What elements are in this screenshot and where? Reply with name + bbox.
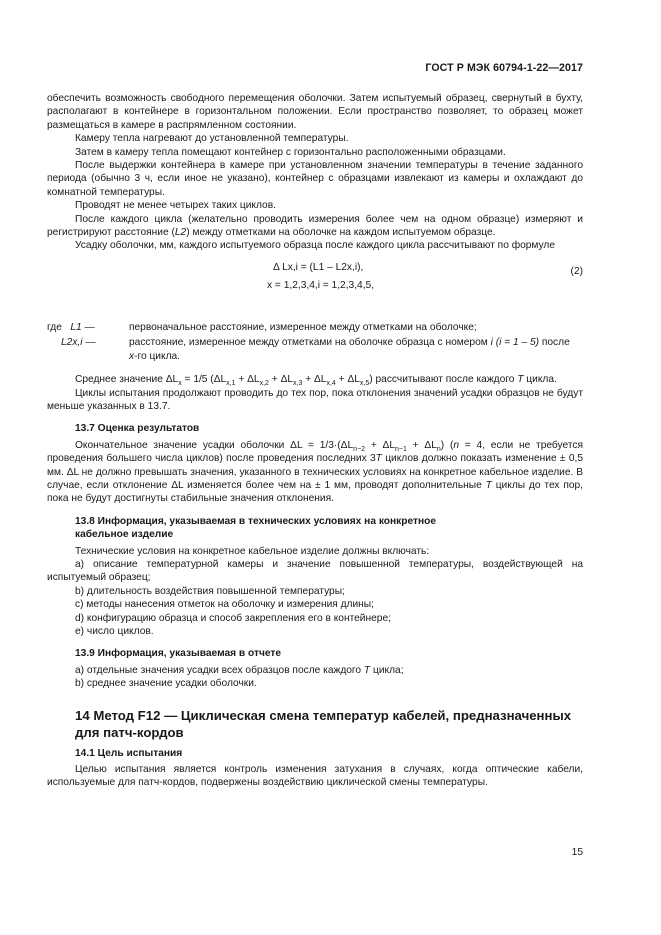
section-heading-13-8: 13.8 Информация, указываемая в технических условиях на конкретное [75, 515, 437, 527]
section-heading-13-8-cont: кабельное изделие [75, 529, 174, 541]
paragraph: Циклы испытания продолжают проводить до тех пор, пока отклонения значений усадки образцов не будут меньше указанных в 13.7. [47, 387, 583, 412]
where-lead: где [47, 321, 62, 333]
formula-number: (2) [570, 265, 583, 277]
formula-2 [47, 261, 583, 307]
paragraph: Затем в камеру тепла помещают контейнер с горизонтально расположенными образцами. [75, 146, 506, 158]
list-item: e) число циклов. [75, 626, 154, 637]
page-content [47, 92, 583, 790]
paragraph: Целью испытания является контроль изменения затухания в случаях, когда оптические кабели, используемые для патч-кордов, подвержены воздействию циклической смены температуры. [47, 764, 583, 789]
standard-header: ГОСТ Р МЭК 60794-1-22—2017 [425, 62, 583, 74]
where-definition: первоначальное расстояние, измеренное между отметками на оболочке; [129, 321, 477, 333]
where-row [47, 336, 583, 363]
paragraph: После выдержки контейнера в камере при установленном значении температуры в течение заданного периода (обычно 3 ч, если иное не указано), контейнер с образцами извлекают из камеры и охлаждают до комнатной температуры. [47, 160, 583, 198]
where-symbol: L1 — [70, 321, 95, 333]
list-item: d) конфигурацию образца и способ закрепления его в контейнере; [75, 612, 391, 624]
list-item: a) отдельные значения усадки всех образцов после каждого T цикла; [75, 664, 404, 676]
formula-line: x = 1,2,3,4,i = 1,2,3,4,5, [267, 279, 375, 291]
paragraph-average: Среднее значение $\Delta L_x = 1/5$ $(\Delta L_{x,1} + \Delta L_{x,2} + \Delta L_{x,3} + \Delta L_{x,4} + \Delta L_{x,5})$ рассчитывают после каждого T цикла. [75, 374, 557, 388]
paragraph: обеспечить возможность свободного перемещения оболочки. Затем испытуемый образец, свернутый в бухту, располагают в контейнере в горизонтальном положении. Если пространство позволяет, то образец может размещаться в камере в распрямленном состоянии. [47, 93, 583, 131]
where-block [47, 321, 583, 363]
page-number: 15 [571, 847, 583, 858]
section-heading-13-7: 13.7 Оценка результатов [75, 423, 200, 435]
paragraph: Камеру тепла нагревают до установленной температуры. [75, 133, 349, 145]
section-heading-14: 14 Метод F12 — Циклическая смена температур кабелей, предназначенных для патч-кордов [75, 707, 572, 740]
paragraph: После каждого цикла (желательно проводить измерения более чем на одном образце) измеряют и регистрируют расстояние (L2) между отметками на оболочке на каждом испытуемом образце. [47, 213, 583, 239]
paragraph: Проводят не менее четырех таких циклов. [75, 200, 276, 212]
list-item: a) описание температурной камеры и значение повышенной температуры, воздействующей на испытуемый образец; [47, 558, 583, 584]
section-heading-14-1: 14.1 Цель испытания [75, 747, 183, 759]
list-item: b) среднее значение усадки оболочки. [75, 678, 257, 690]
where-symbol: L2x,i — [61, 337, 96, 349]
formula-line: Δ Lx,i = (L1 – L2x,i), [273, 261, 364, 273]
section-heading-13-9: 13.9 Информация, указываемая в отчете [75, 648, 282, 660]
list-item: c) методы нанесения отметок на оболочку и измерения длины; [75, 599, 374, 611]
paragraph-results: Окончательное значение усадки оболочки $\Delta L = 1/3\cdot(\Delta L_{n-2} + \Delta L_{n-1} + \Delta L_n) (n = 4$, если не требуется проведения большего числа циклов) после проведения последних 3T циклов должно показать изменение ± 0,5 мм. ΔL не должно превышать значения, указанного в технических условиях на конкретное кабельное изделие. В случае, если отклонение ΔL изменяется более чем на ± 1 мм, проводят дополнительные T циклы до тех пор, пока не будут достигнуты стабильные значения отклонения. [47, 439, 583, 505]
list-item: b) длительность воздействия повышенной температуры; [75, 585, 345, 597]
paragraph: Усадку оболочки, мм, каждого испытуемого образца после каждого цикла рассчитывают по формуле [75, 240, 556, 252]
paragraph: Технические условия на конкретное кабельное изделие должны включать: [75, 545, 430, 557]
where-definition: расстояние, измеренное между отметками на оболочке образца с номером i (i = 1 – 5) после x-го цикла. [129, 337, 570, 362]
where-row [47, 321, 583, 334]
